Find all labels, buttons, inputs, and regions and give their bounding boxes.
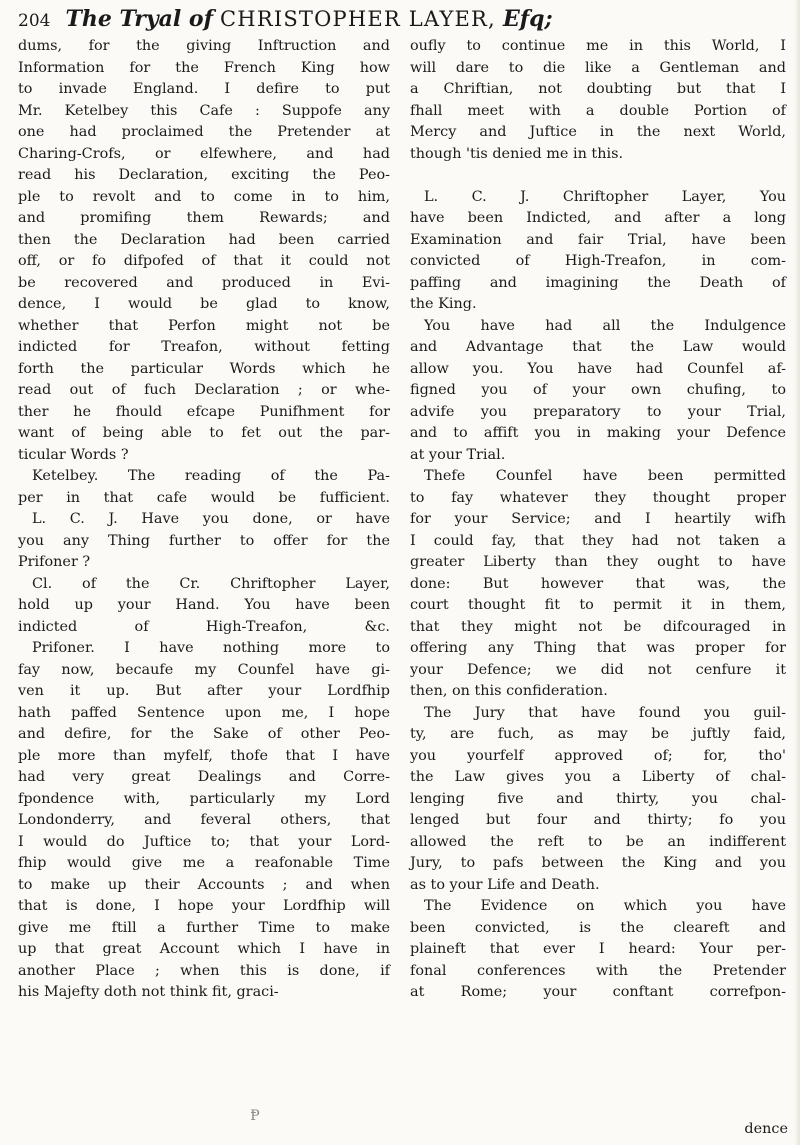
- text-line: plaineft that ever I heard: Your per-: [410, 941, 786, 957]
- text-line: Londonderry, and feveral others, that: [18, 812, 390, 828]
- text-line: indicted for Treafon, without fetting: [18, 339, 390, 355]
- text-line: court thought fit to permit it in them,: [410, 597, 786, 613]
- text-line: Prifoner ?: [18, 554, 91, 570]
- text-line: greater Liberty than they ought to have: [410, 554, 786, 570]
- text-line: and promifing them Rewards; and: [18, 210, 390, 226]
- text-line: his Majefty doth not think fit, graci-: [18, 984, 279, 1000]
- text-line: Examination and fair Trial, have been: [410, 231, 786, 248]
- text-line: Mr. Ketelbey this Cafe : Suppofe any: [18, 102, 390, 119]
- text-line: will dare to die like a Gentleman and: [410, 59, 786, 76]
- text-line: whether that Perfon might not be: [18, 317, 390, 334]
- text-line: fpondence with, particularly my Lord: [18, 790, 390, 807]
- text-line: fonal conferences with the Pretender: [410, 962, 786, 979]
- text-line: then the Declaration had been carried: [18, 231, 390, 248]
- text-line: The Jury that have found you guil-: [424, 704, 786, 721]
- running-title-italic: The Tryal of: [65, 6, 214, 32]
- running-title-suffix: Efq;: [502, 6, 553, 32]
- page-edge-shadow: [794, 0, 800, 1145]
- text-line: L. C. J. Chriftopher Layer, You: [424, 188, 786, 205]
- text-line: ple more than myfelf, thofe that I have: [18, 747, 390, 764]
- text-line: at your Trial.: [410, 446, 506, 463]
- text-line: dence, I would be glad to know,: [18, 296, 390, 312]
- text-line: ty, are fuch, as may be juftly faid,: [410, 726, 786, 742]
- text-line: forth the particular Words which he: [18, 360, 390, 377]
- text-line: and defire, for the Sake of other Peo-: [18, 726, 390, 742]
- text-line: oufly to continue me in this World, I: [410, 38, 786, 54]
- text-line: been convicted, is the cleareft and: [410, 919, 786, 936]
- text-line: L. C. J. Have you done, or have: [32, 511, 390, 527]
- text-line: lenged but four and thirty; fo you: [410, 812, 786, 828]
- text-line: though 'tis denied me in this.: [410, 145, 624, 162]
- text-line: that is done, I hope your Lordfhip will: [18, 898, 390, 914]
- text-line: that they might not be difcouraged in: [410, 618, 786, 635]
- text-line: your Defence; we did not cenfure it: [410, 661, 786, 678]
- text-line: and to affift you in making your Defence: [410, 425, 786, 441]
- text-line: read his Declaration, exciting the Peo-: [18, 167, 390, 183]
- text-line: at Rome; your conftant correfpon-: [410, 984, 786, 1000]
- text-line: Ketelbey. The reading of the Pa-: [32, 468, 390, 484]
- text-line: ven it up. But after your Lordfhip: [18, 683, 390, 699]
- text-line: have been Indicted, and after a long: [410, 210, 786, 226]
- text-line: fay now, becaufe my Counfel have gi-: [18, 661, 390, 678]
- text-line: I could fay, that they had not taken a: [410, 532, 786, 549]
- text-line: read out of fuch Declaration ; or whe-: [18, 382, 390, 398]
- text-line: had very great Dealings and Corre-: [18, 769, 390, 785]
- text-line: dums, for the giving Inftruction and: [18, 38, 390, 54]
- text-line: as to your Life and Death.: [410, 876, 600, 893]
- text-line: up that great Account which I have in: [18, 941, 390, 957]
- text-line: off, or fo difpofed of that it could not: [18, 253, 390, 269]
- text-line: Thefe Counfel have been permitted: [424, 468, 786, 484]
- text-line: offering any Thing that was proper for: [410, 640, 786, 656]
- text-line: to invade England. I defire to put: [18, 81, 390, 97]
- text-line: paffing and imagining the Death of: [410, 274, 786, 291]
- text-line: you yourfelf approved of; for, tho': [410, 747, 786, 764]
- text-line: ther he fhould efcape Punifhment for: [18, 403, 390, 420]
- text-line: ticular Words ?: [18, 446, 129, 463]
- text-line: figned you of your own chufing, to: [410, 382, 786, 398]
- paragraph-gap: [410, 165, 786, 187]
- text-line: give me ftill a further Time to make: [18, 919, 390, 936]
- text-line: hath paffed Sentence upon me, I hope: [18, 704, 390, 721]
- text-line: allow you. You have had Counfel af-: [410, 360, 786, 377]
- text-line: to fay whatever they thought proper: [410, 489, 786, 506]
- text-line: allowed the reft to be an indifferent: [410, 833, 786, 850]
- text-line: Information for the French King how: [18, 59, 390, 76]
- text-line: per in that cafe would be fufficient.: [18, 489, 390, 506]
- catchword: dence: [744, 1121, 788, 1137]
- text-line: one had proclaimed the Pretender at: [18, 124, 390, 140]
- text-line: Prifoner. I have nothing more to: [32, 640, 390, 656]
- page-number: 204: [18, 11, 51, 31]
- running-header: [18, 6, 788, 36]
- text-line: You have had all the Indulgence: [424, 317, 786, 334]
- text-line: Charing-Crofs, or elfewhere, and had: [18, 145, 390, 162]
- text-line: fhall meet with a double Portion of: [410, 102, 786, 119]
- text-line: fhip would give me a reafonable Time: [18, 855, 390, 871]
- text-line: you any Thing further to offer for the: [18, 532, 390, 549]
- text-line: hold up your Hand. You have been: [18, 597, 390, 613]
- left-column: [18, 36, 390, 1004]
- right-column: [410, 36, 786, 1004]
- text-line: to make up their Accounts ; and when: [18, 876, 390, 893]
- text-line: advife you preparatory to your Trial,: [410, 403, 786, 420]
- text-line: be recovered and produced in Evi-: [18, 274, 390, 291]
- text-line: indicted of High-Treafon, &c.: [18, 618, 390, 635]
- text-line: and Advantage that the Law would: [410, 339, 786, 355]
- text-line: then, on this confideration.: [410, 683, 608, 699]
- text-line: a Chriftian, not doubting but that I: [410, 81, 786, 97]
- running-title-caps: CHRISTOPHER LAYER,: [220, 7, 496, 31]
- text-line: the Law gives you a Liberty of chal-: [410, 769, 786, 785]
- text-line: the King.: [410, 296, 477, 312]
- text-line: lenging five and thirty, you chal-: [410, 790, 786, 807]
- text-line: another Place ; when this is done, if: [18, 962, 390, 979]
- text-line: ple to revolt and to come in to him,: [18, 188, 390, 205]
- text-line: Cl. of the Cr. Chriftopher Layer,: [32, 575, 390, 592]
- text-line: convicted of High-Treafon, in com-: [410, 253, 786, 269]
- signature-mark: Ᵽ: [250, 1108, 260, 1124]
- text-line: I would do Juftice to; that your Lord-: [18, 833, 390, 850]
- text-line: The Evidence on which you have: [424, 898, 786, 914]
- text-line: Mercy and Juftice in the next World,: [410, 124, 786, 140]
- text-line: for your Service; and I heartily wifh: [410, 511, 786, 527]
- text-line: Jury, to pafs between the King and you: [410, 855, 786, 871]
- text-line: want of being able to fet out the par-: [18, 425, 390, 441]
- text-line: done: But however that was, the: [410, 575, 786, 592]
